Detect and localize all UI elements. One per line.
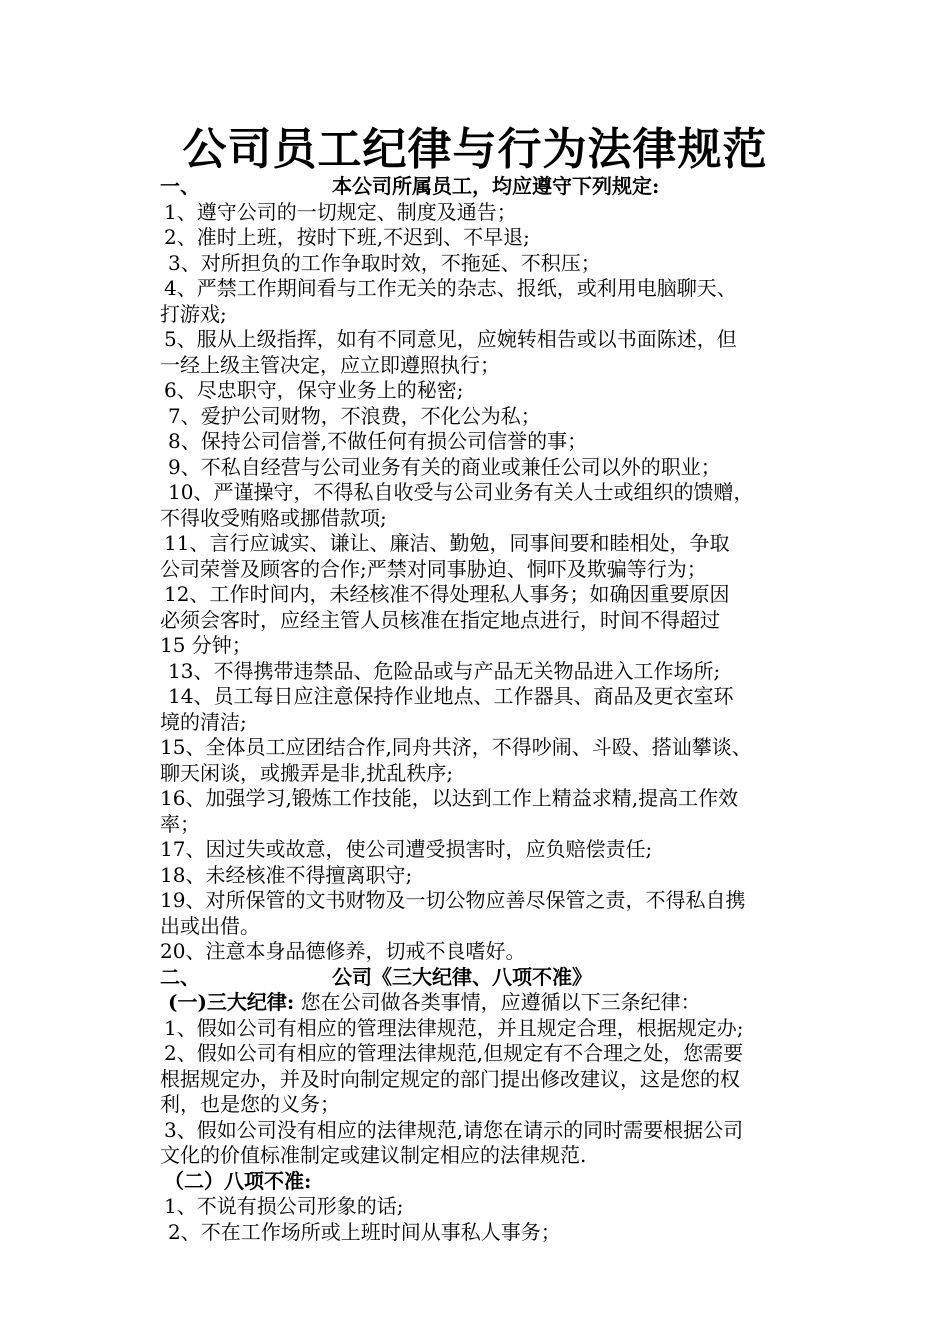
discipline-line: 利，也是您的义务； [160,1092,340,1116]
rule-line: 公司荣誉及顾客的合作;严禁对同事胁迫、恫吓及欺骗等行为； [160,556,707,581]
rule-line: 10、严谨操守，不得私自收受与公司业务有关人士或组织的馈赠， [168,480,754,504]
rule-line: 4、严禁工作期间看与工作无关的杂志、报纸，或利用电脑聊天、 [164,276,737,300]
rule-line: 出或出借。 [160,913,260,938]
sub1-label: (一)三大纪律: [168,990,295,1014]
section2-number: 二、 [160,964,200,989]
rule-line: 20、注意本身品德修养，切戒不良嗜好。 [160,939,526,963]
document-body [160,174,840,1245]
document-title: 公司员工纪律与行为法律规范 [182,124,768,175]
rule-line: 16、加强学习,锻炼工作技能，以达到工作上精益求精,提高工作效 [160,786,739,810]
rule-line: 13、不得携带违禁品、危险品或与产品无关物品进入工作场所; [168,658,721,683]
section1-number: 一、 [160,174,200,198]
rule-line: 1、遵守公司的一切规定、制度及通告； [164,199,517,224]
rule-line: 11、言行应诚实、谦让、廉洁、勤勉，同事间要和睦相处，争取 [164,531,730,555]
rule-line: 8、保持公司信誉,不做任何有损公司信誉的事； [168,429,588,453]
prohibition-line: 1、不说有损公司形象的话; [164,1194,404,1218]
rule-line: 5、服从上级指挥，如有不同意见，应婉转相告或以书面陈述，但 [164,327,737,351]
rule-line: 率； [160,811,200,836]
rule-line: 打游戏; [160,301,227,326]
rule-line: 7、爱护公司财物，不浪费，不化公为私； [168,403,541,428]
rule-line: 3、对所担负的工作争取时效，不拖延、不积压； [168,250,601,275]
rule-line: 聊天闲谈，或搬弄是非,扰乱秩序; [160,760,454,785]
rule-line: 必须会客时，应经主管人员核准在指定地点进行，时间不得超过 [160,607,720,632]
rule-line: 12、工作时间内，未经核准不得处理私人事务；如确因重要原因 [164,582,730,606]
rule-line: 19、对所保管的文书财物及一切公物应善尽保管之责，不得私自携 [160,888,746,912]
section2-heading-text: 公司《三大纪律、八项不准》 [332,964,592,989]
rule-line: 14、员工每日应注意保持作业地点、工作器具、商品及更衣室环 [168,684,734,708]
sub1-heading [160,990,840,1016]
rule-line: 6、尽忠职守，保守业务上的秘密; [164,378,464,402]
rule-line: 2、准时上班，按时下班,不迟到、不早退; [164,225,530,249]
discipline-line: 文化的价值标准制定或建议制定相应的法律规范. [160,1143,587,1167]
rule-line: 18、未经核准不得擅离职守; [160,862,413,887]
section1-heading [160,174,840,200]
rule-line: 17、因过失或故意，使公司遭受损害时，应负赔偿责任; [160,837,653,861]
discipline-line: 根据规定办，并及时向制定规定的部门提出修改建议，这是您的权 [160,1066,740,1091]
rule-line: 不得收受贿赂或挪借款项; [160,505,387,530]
rule-line: 15、全体员工应团结合作,同舟共济，不得吵闹、斗殴、搭讪攀谈、 [160,735,752,759]
prohibition-line: 2、不在工作场所或上班时间从事私人事务； [168,1219,561,1244]
discipline-line: 1、假如公司有相应的管理法律规范，并且规定合理，根据规定办; [164,1015,744,1040]
sub2-heading: （二）八项不准: [164,1168,312,1193]
discipline-line: 3、假如公司没有相应的法律规范,请您在请示的同时需要根据公司 [164,1117,744,1142]
rule-line: 15 分钟； [160,633,252,657]
discipline-line: 2、假如公司有相应的管理法律规范,但规定有不合理之处，您需要 [164,1041,744,1065]
section1-heading-text: 本公司所属员工，均应遵守下列规定: [332,174,660,198]
rule-line: 一经上级主管决定，应立即遵照执行； [160,352,500,377]
rule-line: 9、不私自经营与公司业务有关的商业或兼任公司以外的职业； [168,454,721,479]
sub1-intro: 您在公司做各类事情，应遵循以下三条纪律： [300,990,701,1014]
rule-line: 境的清洁; [160,709,247,734]
section2-heading [160,965,840,991]
